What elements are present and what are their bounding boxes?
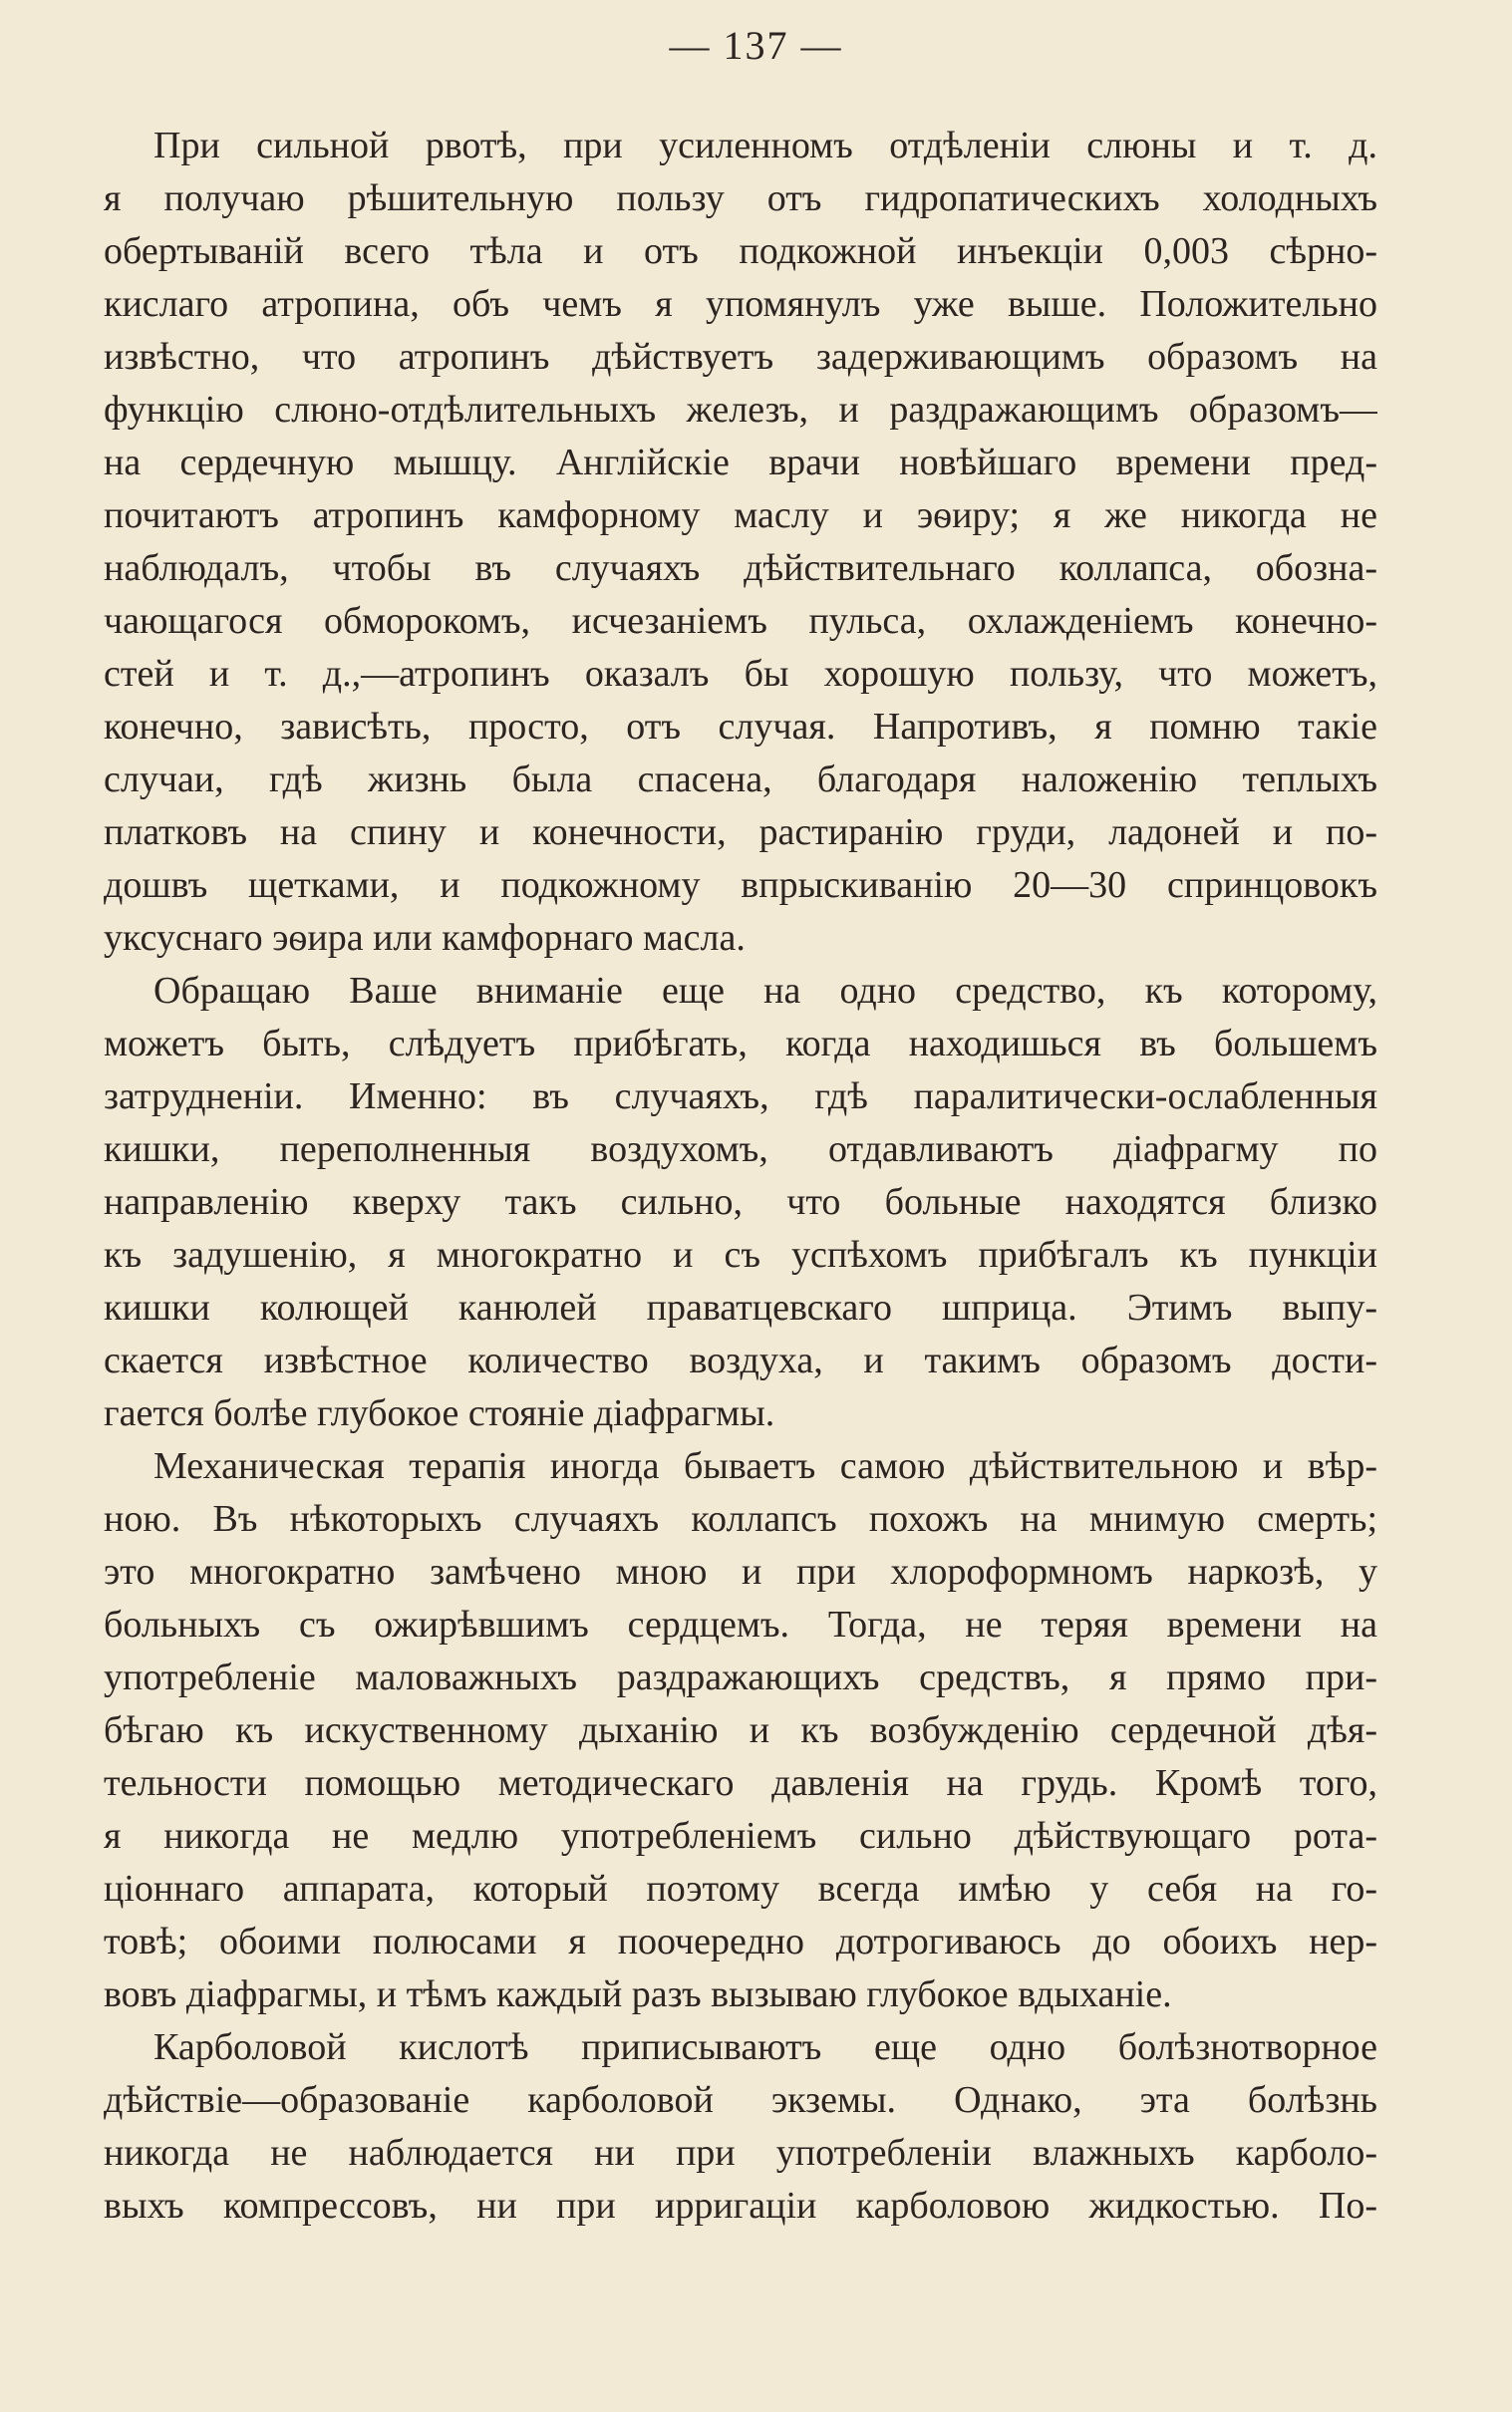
text-line: тельности помощью методическаго давленія на грудь. Кромѣ того, (104, 1762, 1377, 1804)
text-line: Обращаю Ваше вниманіе еще на одно средство, къ которому, (153, 970, 1377, 1012)
text-line: конечно, зависѣть, просто, отъ случая. Напротивъ, я помню такіе (104, 706, 1377, 748)
text-line: кишки колющей канюлей праватцевскаго шприца. Этимъ выпу- (104, 1287, 1377, 1329)
text-line: извѣстно, что атропинъ дѣйствуетъ задерживающимъ образомъ на (104, 336, 1377, 378)
text-line: ною. Въ нѣкоторыхъ случаяхъ коллапсъ похожъ на мнимую смерть; (104, 1498, 1377, 1540)
text-line: выхъ компрессовъ, ни при ирригаціи карболовою жидкостью. По- (104, 2185, 1377, 2227)
text-line: никогда не наблюдается ни при употребленіи влажныхъ карболо- (104, 2132, 1377, 2174)
text-line: больныхъ съ ожирѣвшимъ сердцемъ. Тогда, не теряя времени на (104, 1604, 1377, 1646)
text-line: употребленіе маловажныхъ раздражающихъ средствъ, я прямо при- (104, 1657, 1377, 1698)
text-line: уксуснаго эѳира или камфорнаго масла. (104, 917, 746, 959)
text-line: При сильной рвотѣ, при усиленномъ отдѣленіи слюны и т. д. (153, 125, 1377, 166)
text-line: чающагося обморокомъ, исчезаніемъ пульса, охлажденіемъ конечно- (104, 600, 1377, 642)
text-line: функцію слюно-отдѣлительныхъ железъ, и раздражающимъ образомъ— (104, 389, 1377, 431)
text-line: Механическая терапія иногда бываетъ самою дѣйствительною и вѣр- (153, 1445, 1377, 1487)
text-line: на сердечную мышцу. Англійскіе врачи новѣйшаго времени пред- (104, 442, 1377, 483)
text-line: затрудненіи. Именно: въ случаяхъ, гдѣ паралитически-ослабленныя (104, 1075, 1377, 1117)
page-number: — 137 — (669, 23, 843, 68)
text-line: это многократно замѣчено мною и при хлороформномъ наркозѣ, у (104, 1551, 1377, 1593)
text-line: я получаю рѣшительную пользу отъ гидропатическихъ холодныхъ (104, 177, 1377, 219)
text-line: дошвъ щетками, и подкожному впрыскиванію 20—30 спринцовокъ (104, 864, 1377, 906)
text-line: наблюдалъ, чтобы въ случаяхъ дѣйствительнаго коллапса, обозна- (104, 547, 1377, 589)
text-line: дѣйствіе—образованіе карболовой экземы. Однако, эта болѣзнь (104, 2079, 1377, 2121)
text-line: Карболовой кислотѣ приписываютъ еще одно болѣзнотворное (153, 2026, 1377, 2068)
text-line: почитаютъ атропинъ камфорному маслу и эѳиру; я же никогда не (104, 494, 1377, 536)
text-line: гается болѣе глубокое стояніе діафрагмы. (104, 1392, 775, 1434)
text-line: кишки, переполненныя воздухомъ, отдавливаютъ діафрагму по (104, 1128, 1377, 1170)
text-line: бѣгаю къ искуственному дыханію и къ возбужденію сердечной дѣя- (104, 1709, 1377, 1751)
text-line: скается извѣстное количество воздуха, и такимъ образомъ дости- (104, 1340, 1377, 1381)
text-line: направленію кверху такъ сильно, что больные находятся близко (104, 1181, 1377, 1223)
text-line: можетъ быть, слѣдуетъ прибѣгать, когда находишься въ большемъ (104, 1023, 1377, 1064)
text-line: стей и т. д.,—атропинъ оказалъ бы хорошую пользу, что можетъ, (104, 653, 1377, 695)
text-line: ціоннаго аппарата, который поэтому всегда имѣю у себя на го- (104, 1868, 1377, 1910)
text-line: вовъ діафрагмы, и тѣмъ каждый разъ вызываю глубокое вдыханіе. (104, 1973, 1172, 2015)
text-line: обертываній всего тѣла и отъ подкожной инъекціи 0,003 сѣрно- (104, 230, 1377, 272)
text-line: товѣ; обоими полюсами я поочередно дотрогиваюсь до обоихъ нер- (104, 1921, 1377, 1962)
text-line: кислаго атропина, объ чемъ я упомянулъ уже выше. Положительно (104, 283, 1377, 325)
text-line: платковъ на спину и конечности, растиранію груди, ладоней и по- (104, 811, 1377, 853)
text-line: къ задушенію, я многократно и съ успѣхомъ прибѣгалъ къ пункціи (104, 1234, 1377, 1276)
text-line: случаи, гдѣ жизнь была спасена, благодаря наложенію теплыхъ (104, 758, 1377, 800)
text-line: я никогда не медлю употребленіемъ сильно дѣйствующаго рота- (104, 1815, 1377, 1857)
text-body (104, 120, 1377, 2233)
